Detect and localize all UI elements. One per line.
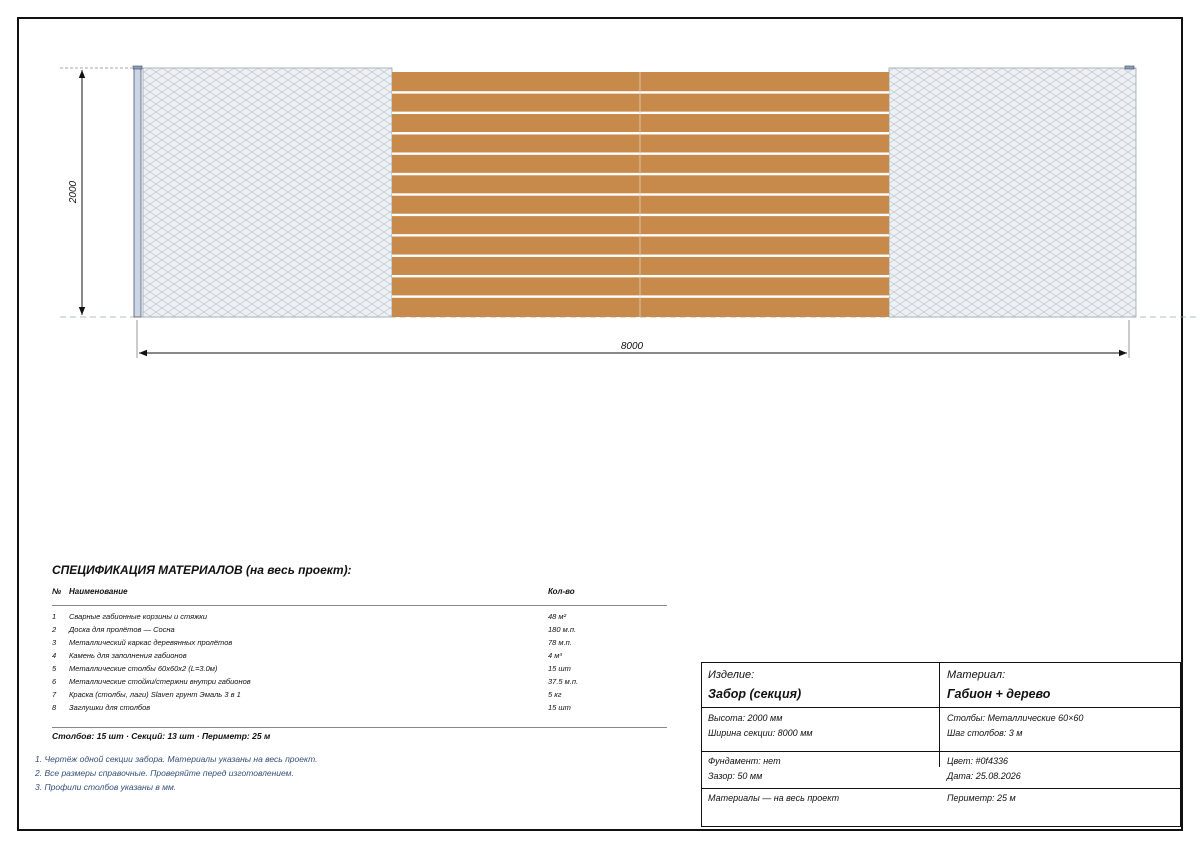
spec-col-name: Наименование — [69, 587, 128, 596]
title-block — [701, 662, 1181, 827]
spec-row — [52, 638, 667, 651]
title-block-divider-2 — [702, 751, 1180, 752]
spec-row-name: Металлические стойки/стержни внутри габионов — [69, 677, 251, 686]
color-value: Цвет: #0f4336 — [947, 756, 1008, 766]
spec-row-qty: 15 шт — [548, 703, 571, 712]
spec-row-qty: 48 м² — [548, 612, 567, 621]
spec-row-qty: 78 м.п. — [548, 638, 572, 647]
note-3: 3. Профили столбов указаны в мм. — [35, 782, 177, 792]
spec-row — [52, 612, 667, 625]
spec-row-name: Краска (столбы, лаги) Slaven грунт Эмаль 3 в 1 — [69, 690, 241, 699]
gap-value: Зазор: 50 мм — [708, 771, 763, 781]
gabion-left — [143, 68, 392, 317]
board-gap — [392, 255, 889, 257]
material-value: Габион + дерево — [947, 687, 1051, 701]
width-dimension-label: 8000 — [620, 341, 644, 352]
board-gap — [392, 132, 889, 134]
spec-row-no: 5 — [52, 664, 57, 673]
spec-row — [52, 664, 667, 677]
date-value: Дата: 25.08.2026 — [947, 771, 1021, 781]
material-label: Материал: — [947, 669, 1006, 681]
board-gap — [392, 112, 889, 114]
spec-summary: Столбов: 15 шт · Секций: 13 шт · Периметр: 25 м — [52, 731, 271, 741]
spec-row-qty: 180 м.п. — [548, 625, 577, 634]
spec-row-name: Сварные габионные корзины и стяжки — [69, 612, 208, 621]
spec-col-no: № — [52, 587, 62, 596]
spec-row-name: Доска для пролётов — Сосна — [69, 625, 175, 634]
height-dimension-label: 2000 — [68, 180, 79, 204]
board-gap — [392, 234, 889, 236]
spec-row-name: Камень для заполнения габионов — [69, 651, 187, 660]
board-gap — [392, 275, 889, 277]
board-gap — [392, 173, 889, 175]
spec-col-qty: Кол-во — [548, 587, 575, 596]
post-left — [134, 68, 141, 317]
spec-row-no: 2 — [52, 625, 57, 634]
board-gap — [392, 91, 889, 93]
spec-row-no: 6 — [52, 677, 57, 686]
spec-row-name: Металлические столбы 60х60х2 (L=3.0м) — [69, 664, 218, 673]
height-value: Высота: 2000 мм — [708, 713, 783, 723]
board-gap — [392, 193, 889, 195]
spec-row — [52, 703, 667, 716]
spec-row-no: 8 — [52, 703, 57, 712]
spec-row — [52, 651, 667, 664]
fence-drawing — [0, 0, 1200, 420]
post-cap-right — [1125, 66, 1134, 69]
spec-row — [52, 625, 667, 638]
spec-row-qty: 4 м³ — [548, 651, 562, 660]
post-step-value: Шаг столбов: 3 м — [947, 728, 1023, 738]
spec-row-name: Металлический каркас деревянных пролётов — [69, 638, 233, 647]
gabion-right — [889, 68, 1136, 317]
board-gap — [392, 214, 889, 216]
note-2: 2. Все размеры справочные. Проверяйте перед изготовлением. — [35, 768, 294, 778]
title-block-divider-1 — [702, 707, 1180, 708]
spec-row-name: Заглушки для столбов — [69, 703, 151, 712]
product-label: Изделие: — [708, 669, 755, 681]
spec-footer-divider — [52, 727, 667, 728]
spec-row-qty: 5 кг — [548, 690, 562, 699]
spec-row-no: 7 — [52, 690, 57, 699]
materials-note: Материалы — на весь проект — [708, 793, 840, 803]
spec-row-qty: 15 шт — [548, 664, 571, 673]
spec-row-no: 3 — [52, 638, 57, 647]
board-gap — [392, 295, 889, 297]
spec-row-no: 1 — [52, 612, 57, 621]
spec-row — [52, 690, 667, 703]
spec-row-qty: 37.5 м.п. — [548, 677, 579, 686]
wood-panel — [392, 72, 889, 317]
spec-header-divider — [52, 605, 667, 606]
perimeter-value: Периметр: 25 м — [947, 793, 1016, 803]
spec-row-no: 4 — [52, 651, 57, 660]
posts-value: Столбы: Металлические 60×60 — [947, 713, 1084, 723]
note-1: 1. Чертёж одной секции забора. Материалы указаны на весь проект. — [35, 754, 318, 764]
spec-row — [52, 677, 667, 690]
width-value: Ширина секции: 8000 мм — [708, 728, 813, 738]
spec-title: СПЕЦИФИКАЦИЯ МАТЕРИАЛОВ (на весь проект): — [52, 563, 352, 577]
product-value: Забор (секция) — [708, 687, 802, 701]
board-gap — [392, 152, 889, 154]
title-block-divider-3 — [702, 788, 1180, 789]
post-cap-left — [133, 66, 142, 69]
foundation-value: Фундамент: нет — [708, 756, 781, 766]
